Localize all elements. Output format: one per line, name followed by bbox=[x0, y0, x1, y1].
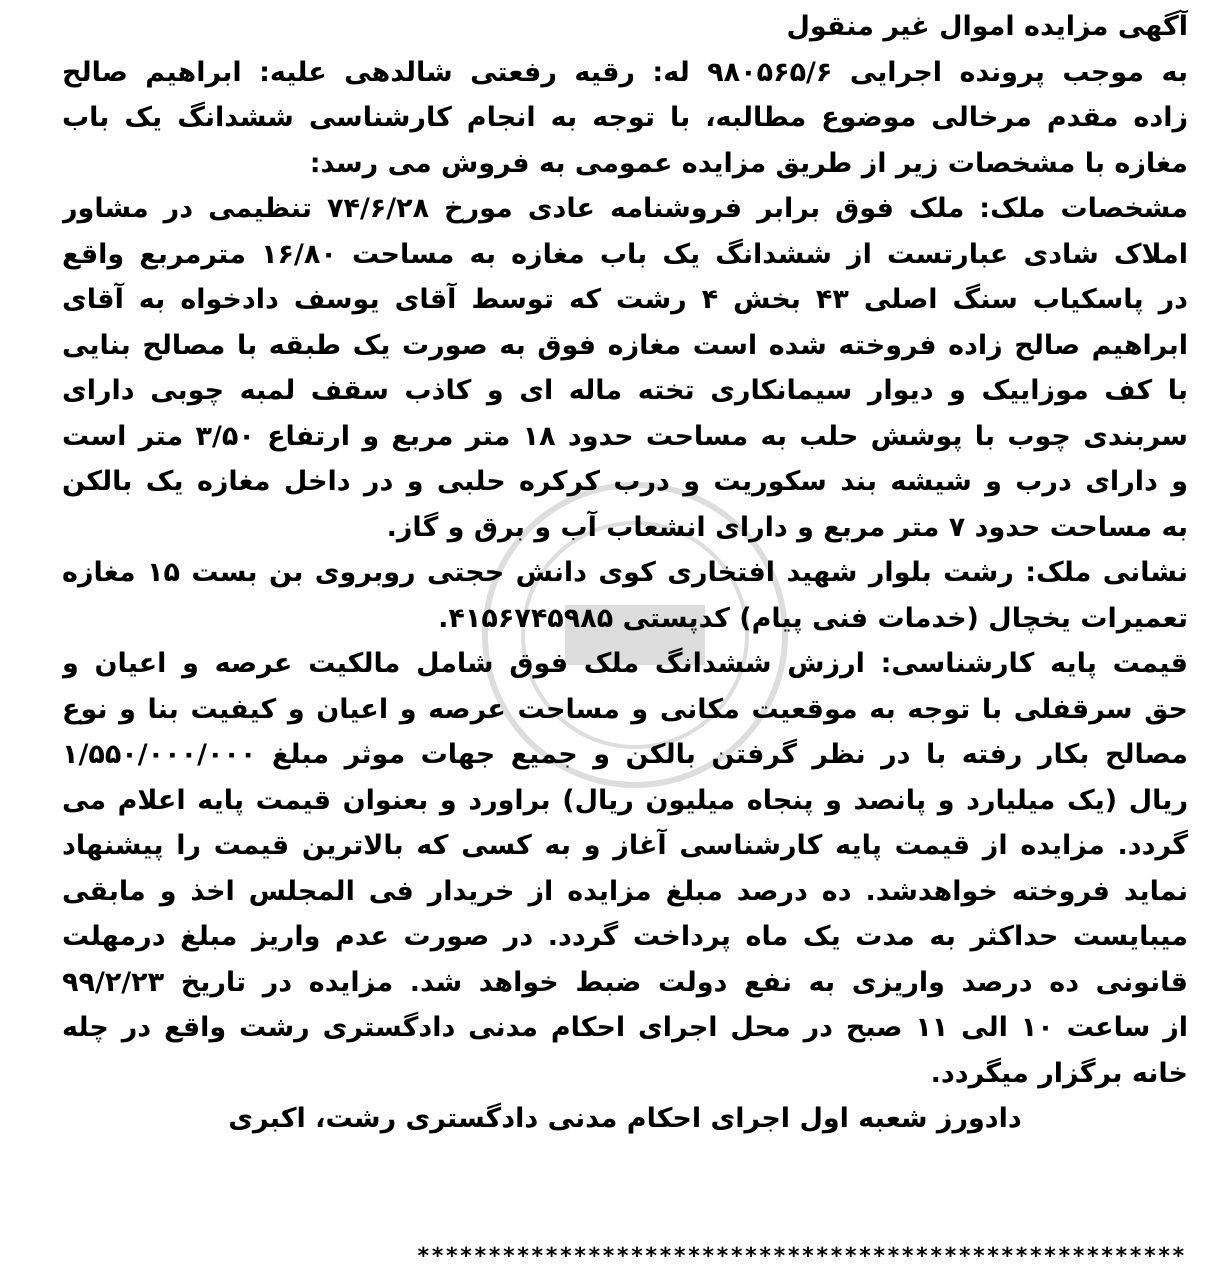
notice-line: به موجب پرونده اجرایی ۹۸۰۵۶۵/۶ له: رقیه رفعتی شالدهی علیه: ابراهیم صالح bbox=[62, 56, 1188, 88]
notice-line: قیمت پایه کارشناسی: ارزش ششدانگ ملک فوق شامل مالکیت عرصه و اعیان و bbox=[62, 648, 1188, 679]
notice-line: به مساحت حدود ۷ متر مربع و دارای انشعاب آب و برق و گاز. bbox=[386, 511, 1188, 543]
signature-line: دادورز شعبه اول اجرای احکام مدنی دادگستری رشت، اکبری bbox=[228, 1103, 1022, 1134]
notice-line: با کف موزاییک و دیوار سیمانکاری تخته ماله ای و کاذب سقف لمبه چوبی دارای bbox=[62, 375, 1188, 406]
auction-notice bbox=[62, 4, 1188, 1142]
notice-line: مصالح بکار رفته با در نظر گرفتن بالکن و جمیع جهات موثر مبلغ ۱/۵۵۰/۰۰۰/۰۰۰ bbox=[62, 739, 1188, 770]
notice-line: خانه برگزار میگردد. bbox=[930, 1057, 1188, 1089]
notice-line: زاده مقدم مرخالی موضوع مطالبه، با توجه به انجام کارشناسی ششدانگ یک باب bbox=[62, 102, 1188, 133]
star-divider: ****************************************************** bbox=[416, 1244, 1186, 1269]
notice-line: میبایست حداکثر به مدت یک ماه پرداخت گردد. در صورت عدم واریز مبلغ درمهلت bbox=[62, 921, 1188, 952]
notice-line: حق سرقفلی با توجه به موقعیت مکانی و مساحت عرصه و اعیان و کیفیت بنا و نوع bbox=[62, 693, 1188, 725]
notice-line: و دارای درب و شیشه بند سکوریت و درب کرکره حلبی و در داخل مغازه یک بالکن bbox=[62, 466, 1188, 497]
notice-line: قانونی ده درصد واریزی به نفع دولت ضبط خواهد شد. مزایده در تاریخ ۹۹/۲/۲۳ bbox=[62, 966, 1188, 998]
notice-line: مشخصات ملک: ملک فوق برابر فروشنامه عادی مورخ ۷۴/۶/۲۸ تنظیمی در مشاور bbox=[62, 193, 1188, 224]
notice-line: از ساعت ۱۰ الی ۱۱ صبح در محل اجرای احکام مدنی دادگستری رشت واقع در چله bbox=[62, 1012, 1188, 1043]
notice-line: نشانی ملک: رشت بلوار شهید افتخاری کوی دانش حجتی روبروی بن بست ۱۵ مغازه bbox=[62, 557, 1188, 588]
notice-line: نماید فروخته خواهدشد. ده درصد مبلغ مزایده از خریدار فی المجلس اخذ و مابقی bbox=[62, 875, 1188, 907]
notice-line: در پاسکیاب سنگ اصلی ۴۳ بخش ۴ رشت که توسط آقای یوسف دادخواه به آقای bbox=[62, 284, 1188, 315]
notice-title: آگهی مزایده اموال غیر منقول bbox=[786, 11, 1188, 42]
notice-line: املاک شادی عبارتست از ششدانگ یک باب مغازه به مساحت ۱۶/۸۰ مترمربع واقع bbox=[62, 238, 1188, 270]
notice-line: سربندی چوب با پوشش حلب به مساحت حدود ۱۸ متر مربع و ارتفاع ۳/۵۰ متر است bbox=[62, 420, 1188, 452]
notice-line: تعمیرات یخچال (خدمات فنی پیام) کدپستی ۴۱۵۶۷۴۵۹۸۵. bbox=[438, 602, 1188, 634]
notice-line: گردد. مزایده از قیمت پایه کارشناسی آغاز و به کسی که بالاترین قیمت را پیشنهاد bbox=[62, 830, 1188, 861]
notice-line: ریال (یک میلیارد و پانصد و پنجاه میلیون ریال) براورد و بعنوان قیمت پایه اعلام می bbox=[62, 784, 1188, 816]
notice-line: مغازه با مشخصات زیر از طریق مزایده عمومی به فروش می رسد: bbox=[309, 147, 1188, 179]
notice-line: ابراهیم صالح زاده فروخته شده است مغازه فوق به صورت یک طبقه با مصالح بنایی bbox=[62, 329, 1188, 361]
